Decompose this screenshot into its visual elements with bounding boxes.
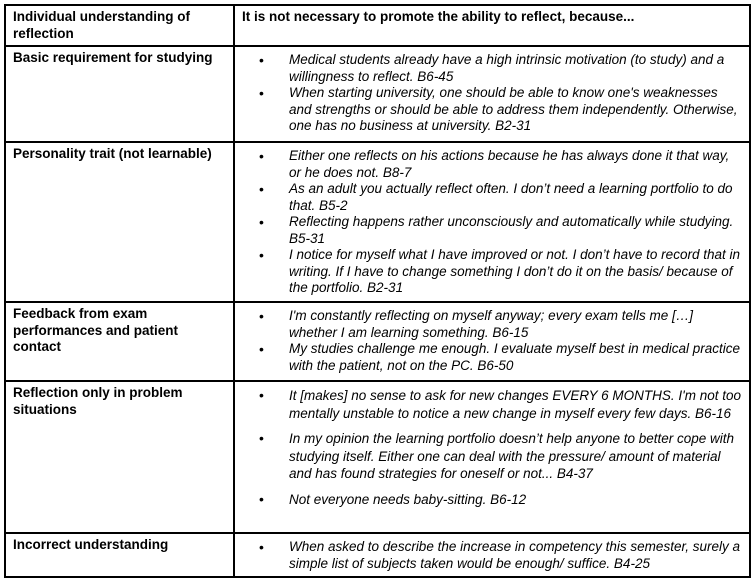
- quotes-cell: [234, 302, 750, 381]
- header-category-column: Individual understanding of reflection: [5, 5, 234, 46]
- quote-list: [235, 308, 743, 374]
- category-basic-requirement: Basic requirement for studying: [5, 46, 234, 142]
- quote-list: [235, 539, 743, 572]
- quote-item: • I'm constantly reflecting on myself anyway; every exam tells me […] whether I am learning something. B6-15: [255, 308, 743, 341]
- category-personality-trait: Personality trait (not learnable): [5, 142, 234, 302]
- reflection-understanding-table: [4, 4, 751, 578]
- table-row: [5, 381, 750, 533]
- table-row: [5, 302, 750, 381]
- quote-item: • My studies challenge me enough. I evaluate myself best in medical practice with the patient, not on the PC. B6-50: [255, 341, 743, 374]
- category-incorrect-understanding: Incorrect understanding: [5, 533, 234, 577]
- quotes-cell: [234, 46, 750, 142]
- quote-item: • In my opinion the learning portfolio doesn’t help anyone to better cope with studying itself. Either one can deal with the pressure/ amount of material and has found strategies for oneself or not... B4-37: [255, 430, 743, 483]
- quotes-cell: [234, 533, 750, 577]
- quote-item: • Reflecting happens rather unconsciously and automatically while studying. B5-31: [255, 214, 743, 247]
- header-quotes-column: It is not necessary to promote the ability to reflect, because...: [234, 5, 750, 46]
- quote-item: • As an adult you actually reflect often. I don’t need a learning portfolio to do that. B5-2: [255, 181, 743, 214]
- quotes-cell: [234, 142, 750, 302]
- category-feedback-exam-patient: Feedback from exam performances and patient contact: [5, 302, 234, 381]
- quote-item: • When starting university, one should be able to know one's weaknesses and strengths or should be able to address them independently. Otherwise, one has no business at university. B2-31: [255, 85, 743, 135]
- quote-list: [235, 148, 743, 297]
- quote-list: [235, 52, 743, 135]
- quote-item: • Medical students already have a high intrinsic motivation (to study) and a willingness to reflect. B6-45: [255, 52, 743, 85]
- table-row: [5, 142, 750, 302]
- table-row: [5, 533, 750, 577]
- category-reflection-problem-situations: Reflection only in problem situations: [5, 381, 234, 533]
- quote-item: • When asked to describe the increase in competency this semester, surely a simple list of subjects taken would be enough/ suffice. B4-25: [255, 539, 743, 572]
- quote-item: • Either one reflects on his actions because he has always done it that way, or he does not. B8-7: [255, 148, 743, 181]
- table-row: [5, 46, 750, 142]
- quotes-cell: [234, 381, 750, 533]
- quote-list: [235, 387, 743, 508]
- quote-item: • I notice for myself what I have improved or not. I don’t have to record that in writing. If I have to change something I don’t do it on the basis/ because of the portfolio. B2-31: [255, 247, 743, 297]
- table-header-row: [5, 5, 750, 46]
- quote-item: • It [makes] no sense to ask for new changes EVERY 6 MONTHS. I'm not too mentally unstable to notice a new change in myself every few days. B6-16: [255, 387, 743, 422]
- quote-item: • Not everyone needs baby-sitting. B6-12: [255, 491, 743, 509]
